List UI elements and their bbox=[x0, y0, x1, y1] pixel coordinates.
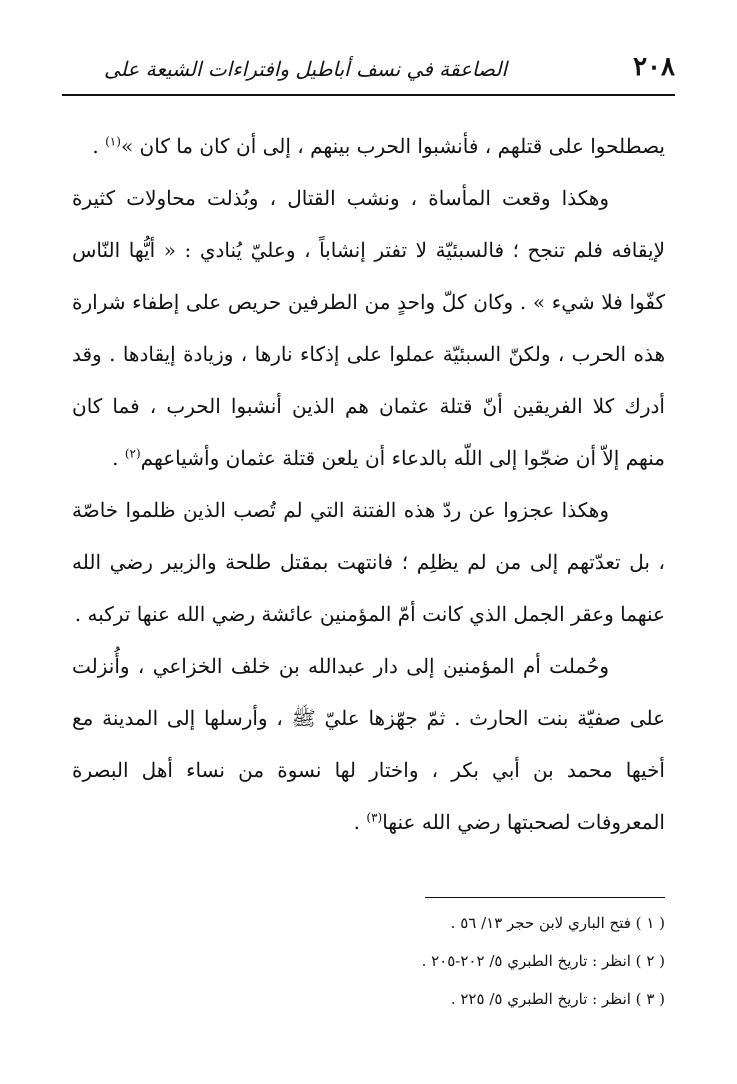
paragraph-tail: . bbox=[353, 810, 367, 834]
paragraph-1 bbox=[72, 120, 665, 172]
paragraph-4 bbox=[72, 640, 665, 848]
page-number: ٢٠٨ bbox=[633, 52, 675, 82]
paragraph-text: وهكذا وقعت المأساة ، ونشب القتال ، وبُذلت محاولات كثيرة لإيقافه فلم تنجح ؛ فالسبئيّة لا تفتر إنشاباً ، وعليّ يُنادي : « أيُّها النّاس كفّوا فلا شيء » . وكان كلّ واحدٍ من الطرفين حريص على إطفاء شرارة هذه الحرب ، ولكنّ السبئيّة عملوا على إذكاء نارها ، وزيادة إيقادها . وقد أدرك كلا الفريقين أنّ قتلة عثمان هم الذين أنشبوا الحرب ، فما كان منهم إلاّ أن ضجّوا إلى اللّه بالدعاء أن يلعن قتلة عثمان وأشياعهم bbox=[72, 186, 665, 470]
footnote-3: ( ٣ ) انظر : تاريخ الطبري ٥/ ٢٢٥ . bbox=[450, 990, 665, 1008]
paragraph-text: وحُملت أم المؤمنين إلى دار عبدالله بن خلف الخزاعي ، وأُنزلت على صفيّة بنت الحارث . ثمّ جهّزها عليّ ﷺ ، وأرسلها إلى المدينة مع أخيها محمد بن أبي بكر ، واختار لها نسوة من نساء أهل البصرة المعروفات لصحبتها رضي الله عنها bbox=[72, 654, 665, 834]
footnotes bbox=[72, 904, 665, 1018]
header-rule bbox=[62, 94, 675, 96]
main-text bbox=[72, 120, 665, 848]
paragraph-text: يصطلحوا على قتلهم ، فأنشبوا الحرب بينهم ، إلى أن كان ما كان » bbox=[120, 134, 665, 158]
footnote-separator bbox=[425, 897, 665, 898]
paragraph-tail: . bbox=[112, 446, 125, 470]
footnote-2: ( ٢ ) انظر : تاريخ الطبري ٥/ ٢٠٢-٢٠٥ . bbox=[421, 952, 665, 970]
footnote-ref-2[interactable]: (٢) bbox=[124, 446, 141, 461]
page-header bbox=[62, 46, 675, 92]
paragraph-2 bbox=[72, 172, 665, 484]
running-title: الصاعقة في نسف أباطيل وافتراءات الشيعة على bbox=[104, 57, 507, 81]
paragraph-text: وهكذا عجزوا عن ردّ هذه الفتنة التي لم تُصب الذين ظلموا خاصّة ، بل تعدّتهم إلى من لم يظلِم ؛ فانتهت بمقتل طلحة والزبير رضي الله عنهما وعقر الجمل الذي كانت أمّ المؤمنين عائشة رضي الله عنها تركبه . bbox=[72, 498, 665, 626]
footnote-ref-1[interactable]: (١) bbox=[105, 134, 121, 149]
footnote-1: ( ١ ) فتح الباري لابن حجر ١٣/ ٥٦ . bbox=[450, 914, 665, 932]
paragraph-tail: . bbox=[92, 134, 106, 158]
paragraph-3 bbox=[72, 484, 665, 640]
footnote-ref-3[interactable]: (٣) bbox=[366, 810, 383, 825]
